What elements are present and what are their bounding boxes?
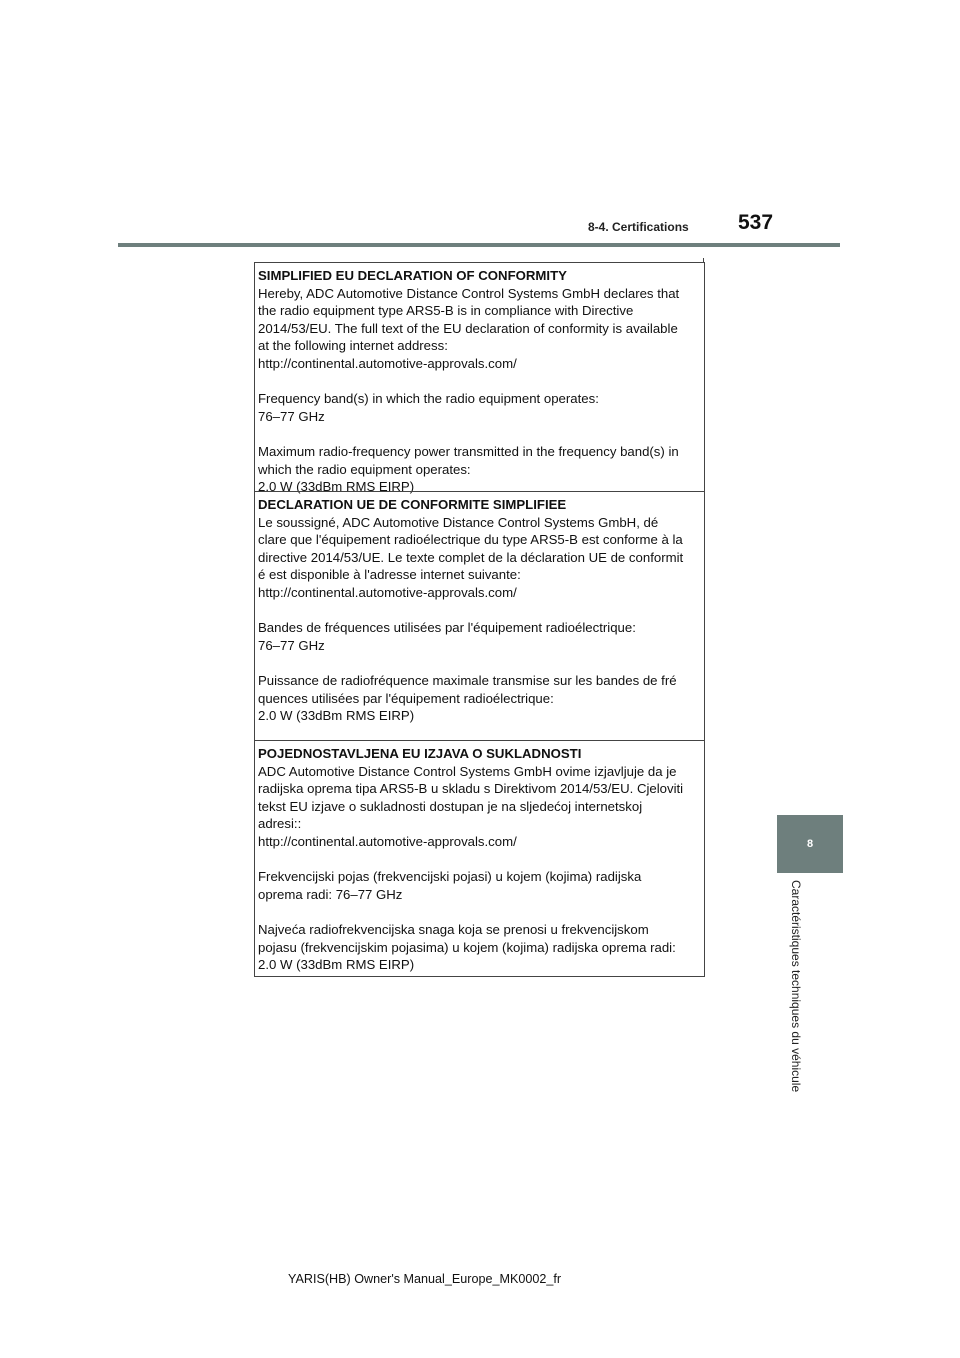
declaration-line: tekst EU izjave o sukladnosti dostupan je na sljedećoj internetskoj — [258, 798, 643, 814]
chapter-tab[interactable] — [777, 815, 843, 873]
declaration-english — [255, 263, 704, 495]
declaration-line: the radio equipment type ARS5-B is in compliance with Directive — [258, 303, 634, 319]
spacer — [258, 903, 701, 921]
declaration-french — [255, 491, 704, 740]
spacer — [258, 654, 701, 672]
spacer — [258, 373, 701, 391]
chapter-number: 8 — [806, 838, 814, 850]
declaration-line: radijska oprema tipa ARS5-B u skladu s Direktivom 2014/53/EU. Cjeloviti — [258, 781, 684, 797]
header-rule — [118, 243, 840, 247]
declaration-line: 2014/53/EU. The full text of the EU declaration of conformity is available — [258, 320, 678, 336]
declaration-line: 2.0 W (33dBm RMS EIRP) — [258, 479, 415, 495]
declaration-url: http://continental.automotive-approvals.com/ — [258, 584, 517, 600]
declaration-url: http://continental.automotive-approvals.com/ — [258, 355, 517, 371]
declaration-line: 76–77 GHz — [258, 408, 325, 424]
declaration-line: Le soussigné, ADC Automotive Distance Control Systems GmbH, dé — [258, 514, 659, 530]
declaration-title: SIMPLIFIED EU DECLARATION OF CONFORMITY — [258, 268, 567, 283]
declaration-line: clare que l'équipement radioélectrique du type ARS5-B est conforme à la — [258, 532, 683, 548]
declaration-line: adresi:: — [258, 816, 302, 832]
declaration-line: Hereby, ADC Automotive Distance Control Systems GmbH declares that — [258, 285, 680, 301]
declaration-line: 76–77 GHz — [258, 637, 325, 653]
chapter-title-vertical: Caractéristiques techniques du véhicule — [789, 880, 803, 1093]
declaration-line: directive 2014/53/UE. Le texte complet de la déclaration UE de conformit — [258, 549, 684, 565]
section-heading: 8-4. Certifications — [588, 220, 689, 234]
declaration-line: pojasu (frekvencijskim pojasima) u kojem (kojima) radijska oprema radi: — [258, 939, 676, 955]
declaration-box — [254, 262, 705, 977]
declaration-line: Bandes de fréquences utilisées par l'équipement radioélectrique: — [258, 620, 636, 636]
declaration-line: Najveća radiofrekvencijska snaga koja se prenosi u frekvencijskom — [258, 921, 649, 937]
declaration-line: Frekvencijski pojas (frekvencijski pojasi) u kojem (kojima) radijska — [258, 869, 642, 885]
declaration-line: which the radio equipment operates: — [258, 461, 471, 477]
spacer — [258, 425, 701, 443]
declaration-line: Puissance de radiofréquence maximale transmise sur les bandes de fré — [258, 672, 677, 688]
declaration-line: at the following internet address: — [258, 338, 448, 354]
declaration-url: http://continental.automotive-approvals.com/ — [258, 833, 517, 849]
declaration-line: Frequency band(s) in which the radio equipment operates: — [258, 391, 599, 407]
spacer — [258, 602, 701, 620]
declaration-title: DECLARATION UE DE CONFORMITE SIMPLIFIEE — [258, 497, 567, 512]
declaration-line: Maximum radio-frequency power transmitted in the frequency band(s) in — [258, 443, 679, 459]
footer-text: YARIS(HB) Owner's Manual_Europe_MK0002_fr — [288, 1272, 562, 1286]
declaration-line: 2.0 W (33dBm RMS EIRP) — [258, 708, 415, 724]
declaration-title: POJEDNOSTAVLJENA EU IZJAVA O SUKLADNOSTI — [258, 746, 582, 761]
declaration-line: é est disponible à l'adresse internet suivante: — [258, 567, 521, 583]
declaration-croatian — [255, 740, 704, 976]
declaration-line: quences utilisées par l'équipement radioélectrique: — [258, 690, 554, 706]
page-number: 537 — [738, 211, 774, 234]
declaration-line: ADC Automotive Distance Control Systems GmbH ovime izjavljuje da je — [258, 763, 677, 779]
spacer — [258, 851, 701, 869]
declaration-line: 2.0 W (33dBm RMS EIRP) — [258, 957, 415, 973]
declaration-line: oprema radi: 76–77 GHz — [258, 886, 403, 902]
